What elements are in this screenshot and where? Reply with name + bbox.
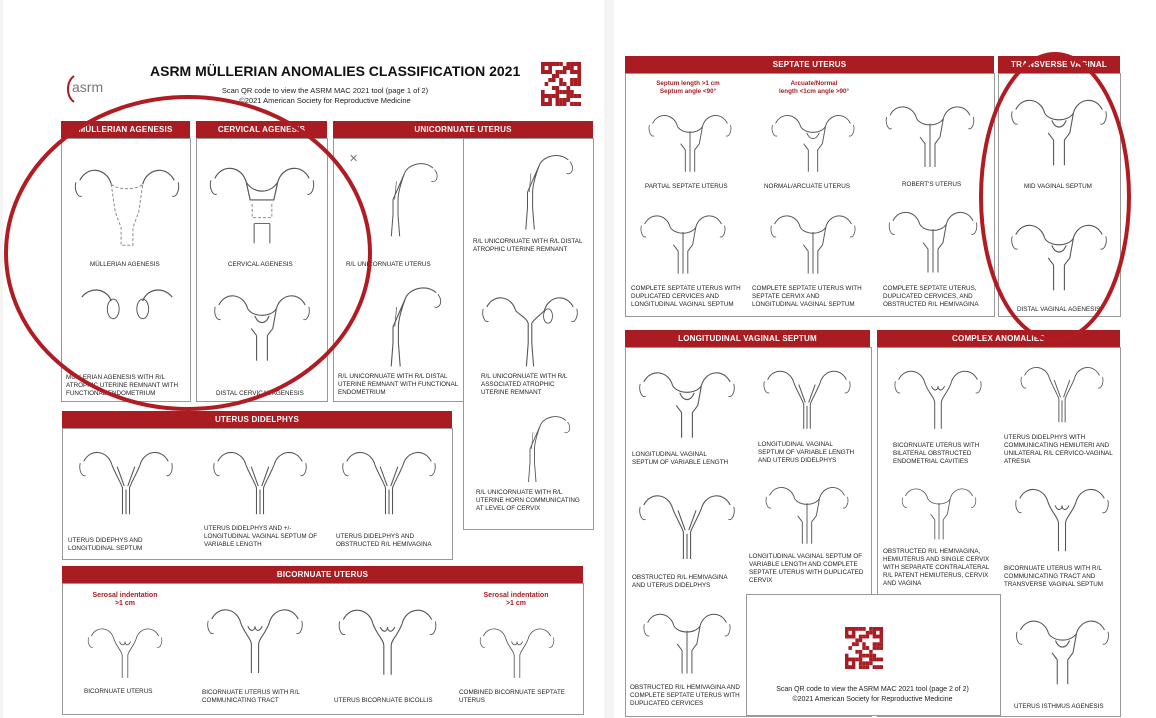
remove-x-icon: ✕: [349, 153, 359, 165]
uterus-icon: [470, 148, 585, 233]
section-mullerian-agenesis: MÜLLERIAN AGENESIS: [61, 121, 190, 138]
uterus-icon: [75, 615, 175, 685]
caption-mullerian-remnant: MÜLLERIAN AGENESIS WITH R/L ATROPHIC UTERINE REMNANT WITH FUNCTIONAL ENDOMETRIUM: [66, 374, 179, 397]
caption-longitudinal-2: LONGITUDINAL VAGINAL SEPTUM OF VARIABLE LENGTH AND UTERUS DIDELPHYS: [758, 441, 855, 464]
uterus-icon: [1005, 205, 1113, 300]
uterus-icon: [1008, 472, 1116, 560]
copyright-2: ©2021 American Society for Reproductive Medicine: [792, 696, 953, 703]
uterus-icon: [200, 592, 310, 682]
uterus-icon: [203, 278, 321, 368]
annotation-serosal-2-value: >1 cm: [505, 600, 527, 607]
caption-longitudinal-5: OBSTRUCTED R/L HEMIVAGINA AND COMPLETE SEPTATE UTERUS WITH DUPLICATED CERVICES: [630, 684, 740, 707]
uterus-icon: [68, 150, 186, 250]
section-longitudinal: LONGITUDINAL VAGINAL SEPTUM: [625, 330, 870, 347]
caption-bicornuate-2: BICORNUATE UTERUS WITH R/L COMMUNICATING TRACT: [202, 689, 300, 704]
caption-unicornuate-2: R/L UNICORNUATE WITH R/L DISTAL ATROPHIC UTERINE REMNANT: [473, 238, 583, 253]
uterus-icon: [203, 148, 321, 248]
uterus-icon: [1008, 352, 1116, 430]
caption-unicornuate-4: R/L UNICORNUATE WITH R/L ASSOCIATED ATROPHIC UTERINE REMNANT: [481, 373, 568, 396]
annotation-serosal-1-text: Serosal indentation: [92, 592, 158, 599]
uterus-icon: [758, 200, 868, 280]
caption-longitudinal-1: LONGITUDINAL VAGINAL SEPTUM OF VARIABLE LENGTH: [632, 451, 729, 466]
caption-unicornuate-1: R/L UNICORNUATE UTERUS: [346, 261, 431, 268]
annotation-septum: [643, 80, 733, 96]
caption-distal-cervical: DISTAL CERVICAL AGENESIS: [216, 390, 304, 397]
caption-distal-vaginal-agenesis: DISTAL VAGINAL AGENESIS: [1017, 306, 1101, 313]
copyright-1: ©2021 American Society for Reproductive Medicine: [239, 96, 411, 105]
asrm-logo-icon: [64, 72, 114, 104]
annotation-arcuate-rule: length <1cm angle >90°: [778, 88, 850, 95]
section-didelphys: UTERUS DIDELPHYS: [62, 411, 452, 428]
caption-cervical-agenesis: CERVICAL AGENESIS: [228, 261, 293, 268]
uterus-icon: [882, 355, 994, 437]
section-septate: SEPTATE UTERUS: [625, 56, 994, 73]
caption-mullerian-agenesis: MÜLLERIAN AGENESIS: [90, 261, 160, 268]
uterus-icon: [330, 592, 445, 684]
scan-instruction-1: Scan QR code to view the ASRM MAC 2021 tool (page 1 of 2): [221, 86, 429, 95]
caption-complex-1: BICORNUATE UTERUS WITH BILATERAL OBSTRUCTED ENDOMETRIAL CAVITIES: [893, 442, 980, 465]
uterus-icon: [632, 478, 742, 568]
uterus-icon: [1010, 600, 1115, 695]
caption-unicornuate-3: R/L UNICORNUATE WITH R/L DISTAL UTERINE REMNANT WITH FUNCTIONAL ENDOMETRIUM: [338, 373, 458, 396]
caption-didelphys-1: UTERUS DIDEPHYS AND LONGITUDINAL SEPTUM: [68, 537, 143, 552]
section-bicornuate: BICORNUATE UTERUS: [62, 566, 583, 583]
uterus-icon: [200, 435, 320, 523]
uterus-icon: [1005, 80, 1113, 175]
qr-code-icon[interactable]: [845, 627, 883, 669]
caption-complex-4: BICORNUATE UTERUS WITH R/L COMMUNICATING TRACT AND TRANSVERSE VAGINAL SEPTUM: [1004, 565, 1104, 588]
section-unicornuate: UNICORNUATE UTERUS: [333, 121, 593, 138]
uterus-icon: [885, 475, 993, 545]
uterus-icon: [475, 410, 585, 485]
uterus-icon: [880, 86, 980, 178]
logo-text: asrm: [72, 79, 104, 95]
uterus-icon: [68, 275, 186, 335]
annotation-septum-length: Septum length >1 cm: [656, 80, 720, 87]
annotation-serosal-1-value: >1 cm: [114, 600, 136, 607]
uterus-icon: [66, 435, 186, 523]
caption-longitudinal-3: OBSTRUCTED R/L HEMIVAGINA AND UTERUS DIDELPHYS: [632, 574, 728, 589]
annotation-serosal-2: [470, 592, 562, 608]
scan-instruction-2: Scan QR code to view the ASRM MAC 2021 tool (page 2 of 2): [776, 686, 969, 693]
caption-didelphys-3: UTERUS DIDELPHYS AND OBSTRUCTED R/L HEMIVAGINA: [336, 533, 432, 548]
uterus-icon: [632, 598, 742, 680]
caption-partial-septate: PARTIAL SEPTATE UTERUS: [645, 183, 728, 190]
uterus-icon: [628, 200, 738, 280]
caption-complete-septate-2: COMPLETE SEPTATE UTERUS WITH SEPTATE CERVIX AND LONGITUDINAL VAGINAL SEPTUM: [752, 285, 862, 308]
uterus-icon: [632, 355, 742, 445]
caption-complex-2: UTERUS DIDELPHYS WITH COMMUNICATING HEMIUTERI AND UNILATERAL R/L CERVICO-VAGINAL ATRESIA: [1004, 434, 1113, 465]
qr-code-icon[interactable]: [541, 62, 581, 106]
annotation-arcuate-title: Arcuate/Normal: [790, 80, 838, 87]
uterus-icon: [640, 100, 740, 178]
caption-normal-arcuate: NORMAL/ARCUATE UTERUS: [764, 183, 850, 190]
caption-roberts: ROBERT'S UTERUS: [902, 181, 962, 188]
section-complex: COMPLEX ANOMALIES: [877, 330, 1120, 347]
caption-complex-5: UTERUS ISTHMUS AGENESIS: [1014, 703, 1104, 710]
uterus-icon: [883, 195, 983, 280]
caption-didelphys-2: UTERUS DIDELPHYS AND +/- LONGITUDINAL VAGINAL SEPTUM OF VARIABLE LENGTH: [204, 525, 318, 548]
annotation-septum-angle: Septum angle <90°: [659, 88, 717, 95]
caption-complete-septate-3: COMPLETE SEPTATE UTERUS, DUPLICATED CERVICES, AND OBSTRUCTED R/L HEMIVAGINA: [883, 285, 979, 308]
uterus-icon: [752, 355, 862, 437]
caption-bicornuate-3: UTERUS BICORNUATE BICOLLIS: [334, 697, 433, 704]
uterus-icon: [338, 280, 448, 370]
annotation-serosal-1: [85, 592, 165, 608]
caption-longitudinal-4: LONGITUDINAL VAGINAL SEPTUM OF VARIABLE LENGTH AND COMPLETE SEPTATE UTERUS WITH DUPLICATED CERVIX: [749, 553, 864, 584]
uterus-icon: [475, 280, 585, 370]
section-transverse: TRANSVERSE VAGINAL: [998, 56, 1120, 73]
uterus-icon: [752, 472, 862, 550]
caption-bicornuate-4: COMBINED BICORNUATE SEPTATE UTERUS: [459, 689, 566, 704]
annotation-arcuate: [762, 80, 866, 96]
caption-complex-3: OBSTRUCTED R/L HEMIVAGINA, HEMIUTERUS AND SINGLE CERVIX WITH SEPARATE CONTRALATERAL R/L PATENT HEMIUTERUS, CERVIX AND VAGINA: [883, 548, 990, 587]
page-title: ASRM MÜLLERIAN ANOMALIES CLASSIFICATION 2021: [150, 63, 521, 79]
caption-complete-septate-1: COMPLETE SEPTATE UTERUS WITH DUPLICATED CERVICES AND LONGITUDINAL VAGINAL SEPTUM: [631, 285, 741, 308]
annotation-serosal-2-text: Serosal indentation: [483, 592, 549, 599]
uterus-icon: [758, 100, 868, 178]
caption-unicornuate-5: R/L UNICORNUATE WITH R/L UTERINE HORN COMMUNICATING AT LEVEL OF CERVIX: [476, 489, 580, 512]
uterus-icon: [333, 435, 445, 523]
section-cervical-agenesis: CERVICAL AGENESIS: [196, 121, 327, 138]
caption-bicornuate-1: BICORNUATE UTERUS: [84, 688, 153, 695]
uterus-icon: [462, 615, 572, 685]
caption-mid-vaginal-septum: MID VAGINAL SEPTUM: [1024, 183, 1092, 190]
